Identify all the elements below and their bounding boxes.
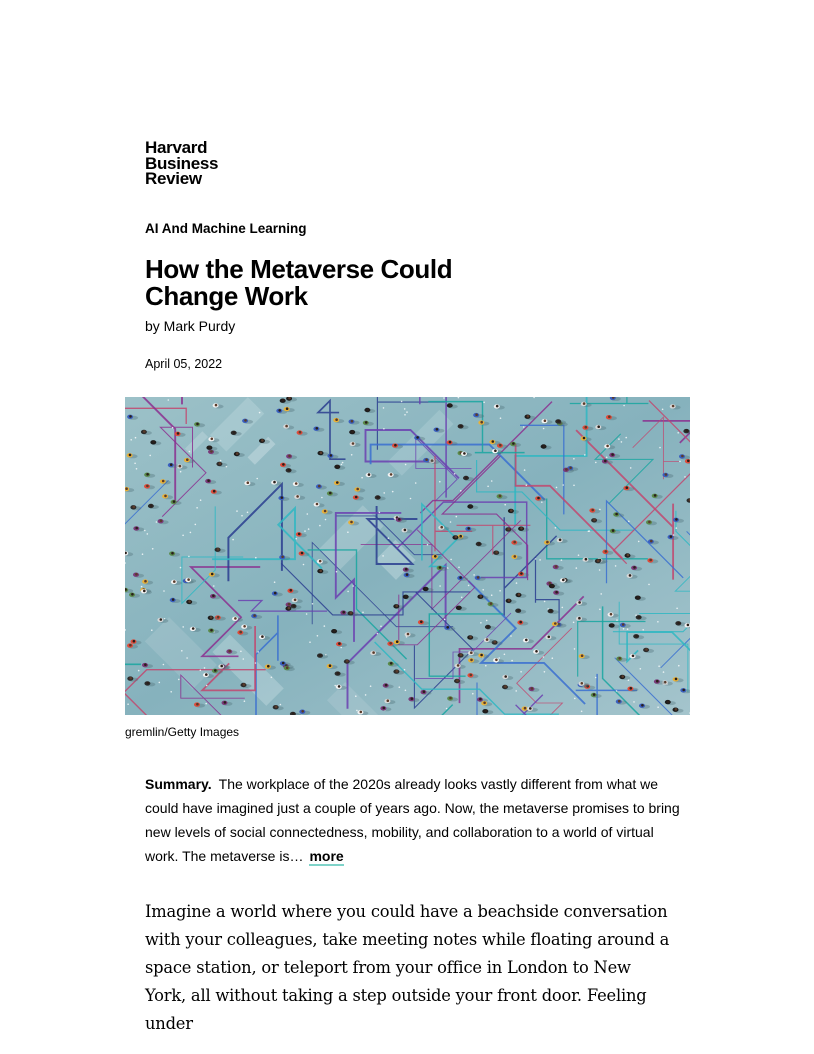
- image-credit: gremlin/Getty Images: [125, 725, 240, 739]
- logo-line-2: Business: [145, 153, 219, 173]
- hbr-logo[interactable]: [145, 140, 218, 187]
- summary-text: The workplace of the 2020s already looks vastly different from what we could have imagined just a couple of years ago. Now, the metaverse promises to bring new levels of social connectedness, mobility, and collaboration to a world of virtual work. The metaverse is…: [145, 776, 680, 864]
- logo-line-1: Harvard: [145, 138, 208, 157]
- summary-label: Summary.: [145, 776, 212, 792]
- article-date: April 05, 2022: [145, 357, 223, 371]
- summary-more-link[interactable]: more: [309, 848, 344, 864]
- logo-line-3: Review: [145, 169, 202, 188]
- topic-link[interactable]: AI And Machine Learning: [145, 221, 307, 236]
- article-byline: by Mark Purdy: [145, 318, 236, 334]
- hero-image: [125, 397, 690, 715]
- article-title: How the Metaverse Could Change Work: [145, 254, 453, 311]
- article-body-paragraph: Imagine a world where you could have a beachside conversation with your colleagues, take meeting notes while floating around a space station, or teleport from your office in London to New York, all without taking a step outside your front door. Feeling under: [145, 902, 670, 1033]
- article-summary: [145, 772, 680, 868]
- hero-illustration: [125, 397, 690, 715]
